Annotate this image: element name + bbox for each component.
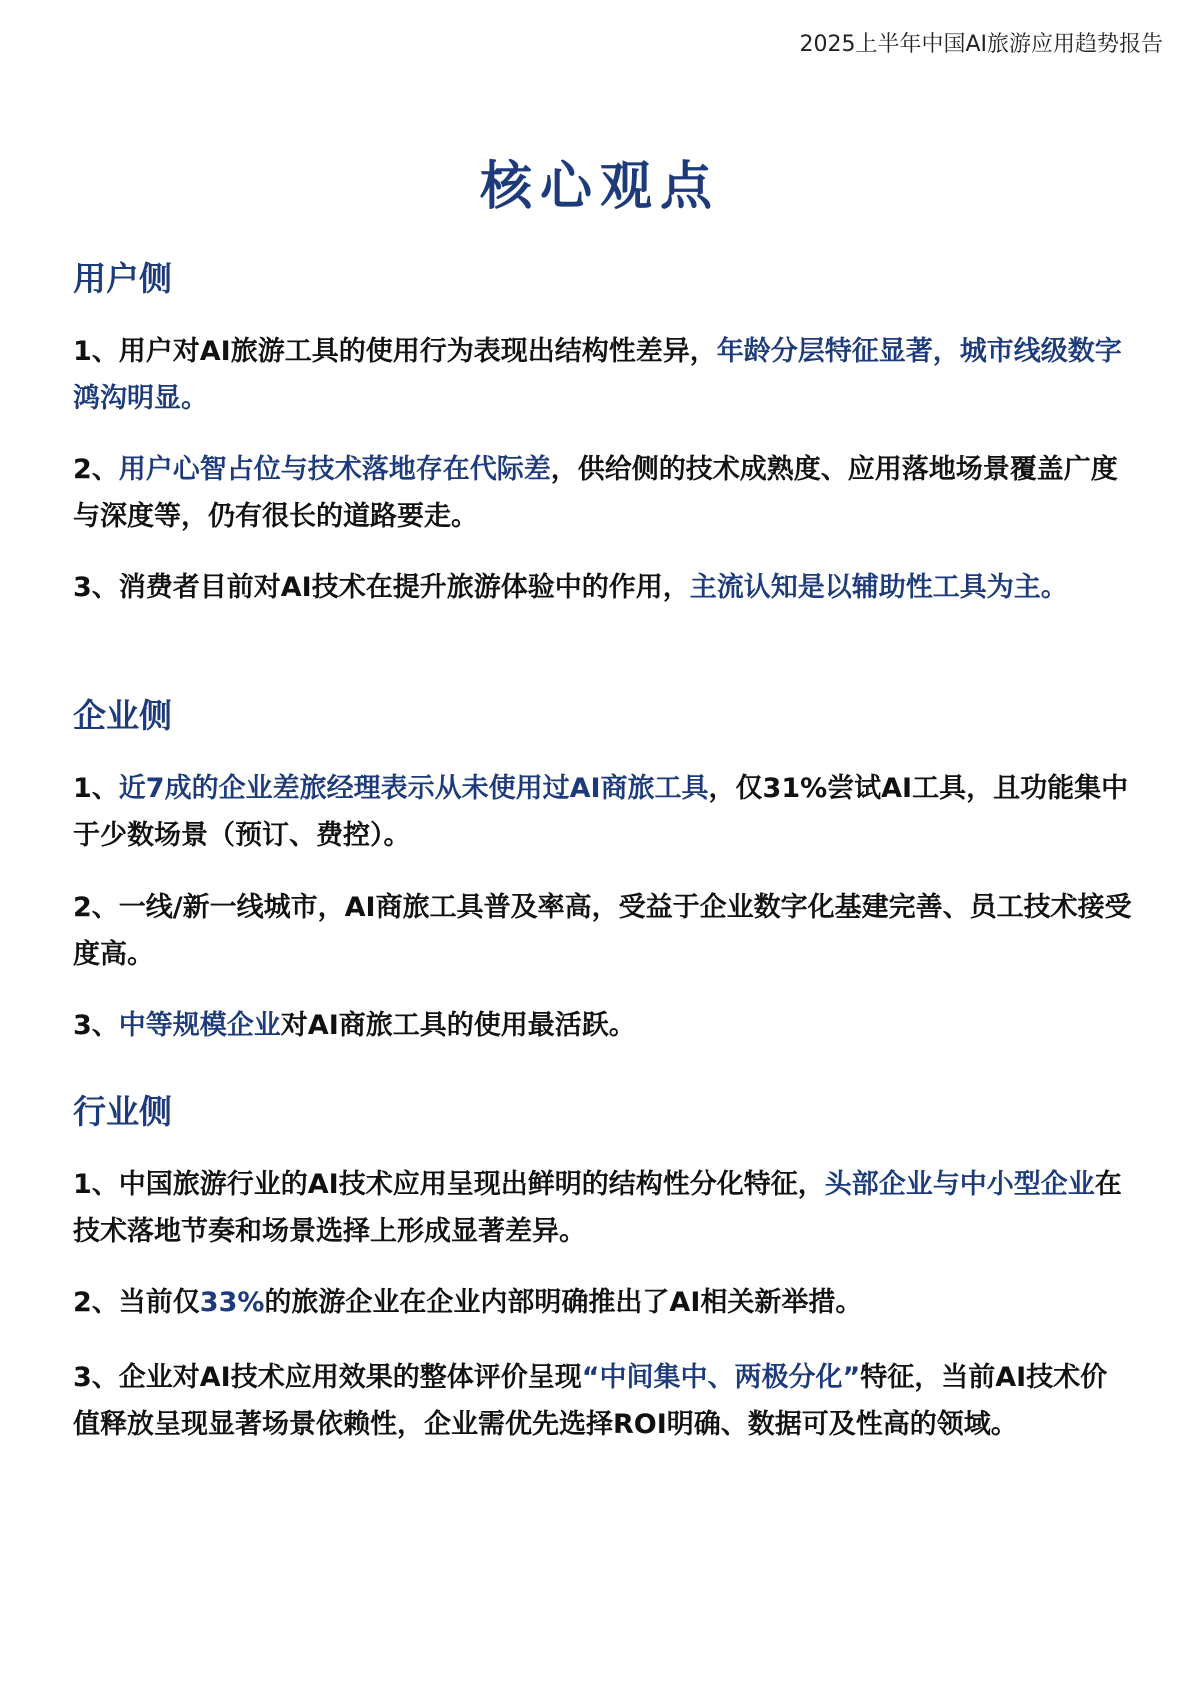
paragraph-enterprise-2: 2、一线/新一线城市，AI商旅工具普及率高，受益于企业数字化基建完善、员工技术接受度高。 [73, 892, 1132, 970]
page-title: 核心观点 [479, 157, 720, 217]
paragraph-user-3: 3、消费者目前对AI技术在提升旅游体验中的作用，主流认知是以辅助性工具为主。 [73, 572, 1068, 603]
paragraph-enterprise-1: 1、近7成的企业差旅经理表示从未使用过AI商旅工具，仅31%尝试AI工具，且功能集中于少数场景（预订、费控）。 [73, 773, 1129, 851]
paragraph-industry-2: 2、当前仅33%的旅游企业在企业内部明确推出了AI相关新举措。 [73, 1287, 863, 1318]
section-heading-user: 用户侧 [73, 259, 172, 298]
paragraph-industry-3: 3、企业对AI技术应用效果的整体评价呈现“中间集中、两极分化”特征，当前AI技术价值释放呈现显著场景依赖性，企业需优先选择ROI明确、数据可及性高的领域。 [73, 1362, 1108, 1440]
paragraph-enterprise-3: 3、中等规模企业对AI商旅工具的使用最活跃。 [73, 1010, 636, 1041]
paragraph-user-2: 2、用户心智占位与技术落地存在代际差，供给侧的技术成熟度、应用落地场景覆盖广度与深度等，仍有很长的道路要走。 [73, 454, 1118, 532]
report-header-title: 2025上半年中国AI旅游应用趋势报告 [799, 32, 1163, 57]
paragraph-industry-1: 1、中国旅游行业的AI技术应用呈现出鲜明的结构性分化特征，头部企业与中小型企业在技术落地节奏和场景选择上形成显著差异。 [73, 1169, 1122, 1247]
section-heading-industry: 行业侧 [73, 1092, 172, 1131]
section-heading-enterprise: 企业侧 [73, 696, 172, 735]
paragraph-user-1: 1、用户对AI旅游工具的使用行为表现出结构性差异，年龄分层特征显著，城市线级数字鸿沟明显。 [73, 336, 1122, 414]
